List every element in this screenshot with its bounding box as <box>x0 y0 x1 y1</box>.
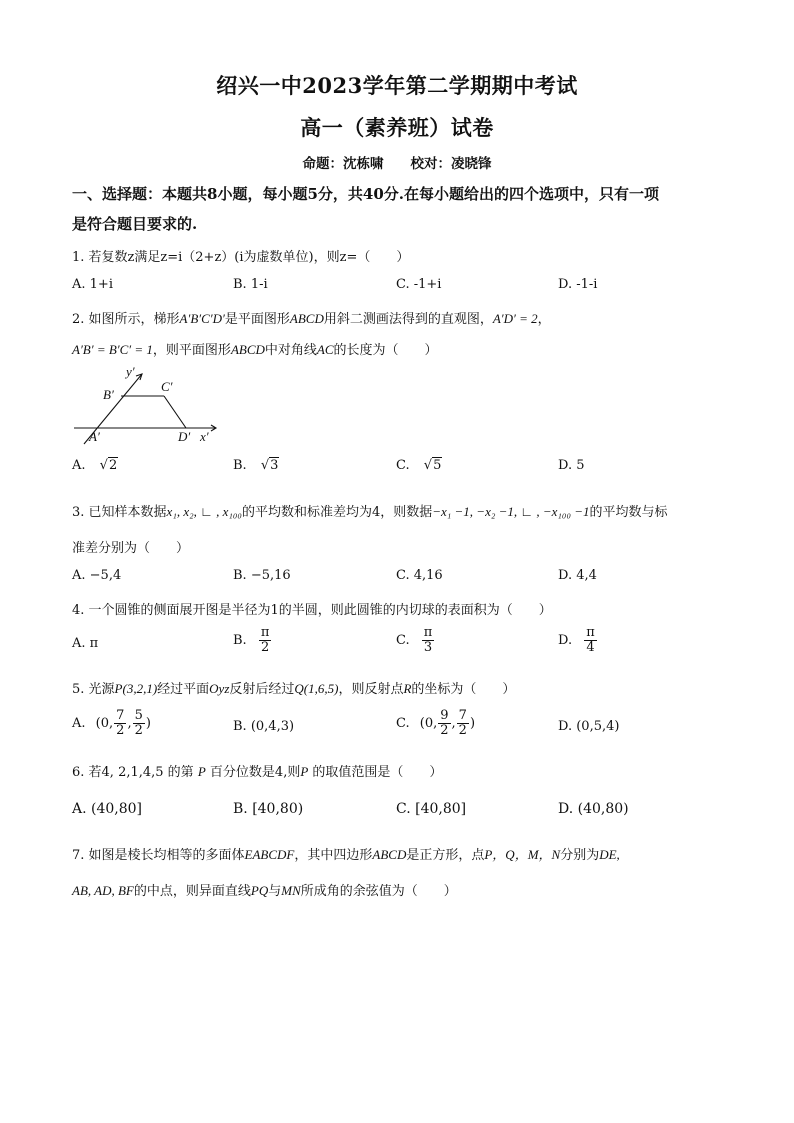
q7-text-1: 7. 如图是棱长均相等的多面体 <box>72 848 245 863</box>
fraction <box>438 709 450 738</box>
q4-option-a: A. π <box>72 636 99 651</box>
q3-option-b: B. −5,16 <box>233 568 291 583</box>
q5-option-c: C. (0, $\frac{9}{2}$ , $\frac{7}{2}$ ) <box>396 708 476 738</box>
q6-text-1: 6. 若4, 2,1,4,5 的第 <box>72 765 194 780</box>
q2-shape-3: ABCD <box>230 342 265 357</box>
question-1-text: 1. 若复数z满足z=i（2+z）(i为虚数单位)，则z=（ ） <box>72 250 410 265</box>
denominator: 2 <box>260 640 270 655</box>
point-b-label: B′ <box>103 387 114 402</box>
q5-text-5: 的坐标为（ ） <box>411 682 516 697</box>
q5-text-3: 反射后经过 <box>229 682 295 697</box>
section-heading-line1: 一、选择题：本题共8小题，每小题5分，共40分.在每小题给出的四个选项中，只有一项 <box>72 185 659 203</box>
denominator: 3 <box>423 640 433 655</box>
q1-option-a: A. 1+i <box>72 277 113 292</box>
q5-point-q: Q(1,6,5) <box>294 681 339 696</box>
q3-data-2: −x₁ −1, −x₂ −1, ∟ , −x₁₀₀ −1 <box>432 504 590 519</box>
q7-segments: AB, AD, BF <box>72 883 134 898</box>
question-3-line2: 准差分别为（ ） <box>72 541 190 556</box>
q2-option-c <box>396 458 442 473</box>
q2-equation-1: A′D′ = 2 <box>492 311 538 326</box>
numerator: 5 <box>134 708 143 723</box>
fraction <box>259 626 272 655</box>
point-c-label: C′ <box>161 379 173 394</box>
q2-option-b-label: B. <box>233 458 247 473</box>
numerator: π <box>423 625 433 640</box>
q2-text-5: ，则平面图形 <box>152 343 231 358</box>
q5-text-4: ，则反射点 <box>338 682 404 697</box>
q5-option-a: A. (0, $\frac{7}{2}$ , $\frac{5}{2}$ ) <box>72 708 151 738</box>
denominator: 2 <box>134 723 143 738</box>
q2-text-7: 的长度为（ ） <box>333 343 438 358</box>
q2-text-3: 用斜二测画法得到的直观图， <box>323 312 493 327</box>
q2-option-a <box>72 458 118 473</box>
q3-option-d: D. 4,4 <box>558 568 597 583</box>
question-3-line1 <box>72 501 668 520</box>
q7-text-4: 分别为 <box>560 848 600 863</box>
q2-shape-1: A′B′C′D′ <box>179 311 225 326</box>
q7-line-mn: MN <box>281 883 301 898</box>
q5-option-c-suffix: ) <box>469 716 476 731</box>
q2-option-b <box>233 458 279 473</box>
y-axis-label: y′ <box>126 364 135 379</box>
fraction <box>584 626 597 655</box>
denominator: 2 <box>116 723 125 738</box>
q2-shape-2: ABCD <box>289 311 324 326</box>
q5-plane: Oyz <box>209 681 230 696</box>
q7-line-pq: PQ <box>250 883 269 898</box>
point-d-label: D′ <box>178 429 191 444</box>
numerator: 9 <box>440 708 449 723</box>
q7-text-6: 与 <box>268 884 282 899</box>
q6-var-p2: P <box>300 764 309 779</box>
trapezoid-figure <box>70 362 230 450</box>
q6-text-3: 的取值范围是（ ） <box>312 765 443 780</box>
q4-option-b-label: B. <box>233 633 247 648</box>
question-2-line2 <box>72 339 438 358</box>
q2-text-2: 是平面图形 <box>224 312 290 327</box>
q7-points: P，Q，M，N <box>484 847 561 862</box>
q5-option-a-prefix: (0, <box>95 716 114 731</box>
sqrt-symbol: √3 <box>260 458 279 473</box>
q2-text-1: 2. 如图所示，梯形 <box>72 312 180 327</box>
question-4-text: 4. 一个圆锥的侧面展开图是半径为1的半圆，则此圆锥的内切球的表面积为（ ） <box>72 603 552 618</box>
x-axis-label: x′ <box>200 429 209 444</box>
q4-option-c-label: C. <box>396 633 410 648</box>
q2-text-6: 中对角线 <box>264 343 317 358</box>
fraction <box>114 709 126 738</box>
q5-text-1: 5. 光源 <box>72 682 115 697</box>
q2-option-c-radicand: 5 <box>433 458 442 473</box>
q7-text-7: 所成角的余弦值为（ ） <box>300 884 457 899</box>
q6-text-2: 百分位数是4,则 <box>209 765 301 780</box>
numerator: π <box>586 625 595 640</box>
q2-option-a-label: A. <box>72 458 86 473</box>
q5-option-a-label: A. <box>72 716 86 731</box>
q5-point-r: R <box>403 681 412 696</box>
section-heading-line2: 是符合题目要求的. <box>72 215 198 233</box>
q7-solid: EABCDF <box>244 847 295 862</box>
fraction <box>457 709 469 738</box>
segment-c-d <box>164 396 186 428</box>
question-7-line1 <box>72 844 620 863</box>
question-6-text <box>72 761 442 780</box>
q7-text-5: 的中点，则异面直线 <box>133 884 251 899</box>
fraction <box>422 626 435 655</box>
q6-option-b: B. [40,80) <box>233 801 304 817</box>
q7-segment-de: DE, <box>599 847 620 862</box>
q5-option-b: B. (0,4,3) <box>233 719 295 734</box>
q3-option-a: A. −5,4 <box>72 568 122 583</box>
denominator: 2 <box>440 723 449 738</box>
q2-text-4: ， <box>537 312 551 327</box>
exam-subtitle: 高一（素养班）试卷 <box>300 115 494 140</box>
q1-option-c: C. -1+i <box>396 277 442 292</box>
q5-text-2: 经过平面 <box>157 682 210 697</box>
q5-option-c-prefix: (0, <box>419 716 438 731</box>
q2-option-b-radicand: 3 <box>270 458 279 473</box>
numerator: π <box>260 625 270 640</box>
q3-text-2: 的平均数和标准差均为4，则数据 <box>241 505 433 520</box>
numerator: 7 <box>116 708 125 723</box>
q4-option-c <box>396 626 435 655</box>
sqrt-symbol: √2 <box>99 458 118 473</box>
denominator: 4 <box>586 640 595 655</box>
q3-data-1: x₁, x₂, ∟ , x₁₀₀ <box>166 504 242 519</box>
q3-option-c: C. 4,16 <box>396 568 443 583</box>
q1-option-b: B. 1-i <box>233 277 268 292</box>
point-a-label: A′ <box>89 429 100 444</box>
question-7-line2 <box>72 880 457 899</box>
q7-text-2: ，其中四边形 <box>294 848 373 863</box>
q5-point-p: P(3,2,1) <box>114 681 158 696</box>
q2-option-c-label: C. <box>396 458 410 473</box>
exam-byline: 命题：沈栋啸 校对：凌晓锋 <box>302 156 492 172</box>
q1-option-d: D. -1-i <box>558 277 598 292</box>
denominator: 2 <box>458 723 467 738</box>
q5-option-c-label: C. <box>396 716 410 731</box>
question-2-line1 <box>72 308 551 327</box>
q5-option-d: D. (0,5,4) <box>558 719 620 734</box>
fraction <box>133 709 145 738</box>
q6-option-a: A. (40,80] <box>72 801 143 817</box>
q6-option-d: D. (40,80) <box>558 801 629 817</box>
q4-option-d-label: D. <box>558 633 573 648</box>
sqrt-symbol: √5 <box>423 458 442 473</box>
q3-text-1: 3. 已知样本数据 <box>72 505 167 520</box>
q3-text-3: 的平均数与标 <box>589 505 668 520</box>
q2-option-a-radicand: 2 <box>108 458 118 473</box>
q7-square: ABCD <box>372 847 407 862</box>
exam-title: 绍兴一中2023学年第二学期期中考试 <box>216 73 578 98</box>
q7-text-3: 是正方形，点 <box>406 848 485 863</box>
q5-option-a-suffix: ) <box>145 716 151 731</box>
q2-equation-2: A′B′ = B′C′ = 1 <box>72 342 153 357</box>
q2-segment: AC <box>316 342 334 357</box>
numerator: 7 <box>458 708 467 723</box>
q2-option-d: D. 5 <box>558 458 585 473</box>
question-5-text <box>72 678 515 697</box>
q6-option-c: C. [40,80] <box>396 801 467 817</box>
q4-option-b <box>233 626 272 655</box>
q4-option-d <box>558 626 598 655</box>
q6-var-p1: P <box>197 764 206 779</box>
